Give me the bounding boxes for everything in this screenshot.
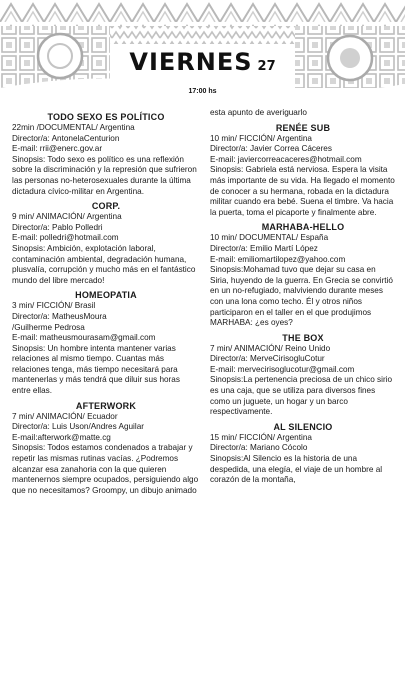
film-email: E-mail: polledri@hotmail.com [12,233,119,243]
film-duration-genre: 10 min/ DOCUMENTAL/ España [210,233,329,243]
film-director: Director/a: MerveCirisogluCotur [210,354,325,364]
film-synopsis: Sinopsis: Gabriela está nerviosa. Espera la visita más importante de su vida. Ha llegado el momento de conocer a su hermana, robada en la dictadura militar cuando era bebé. Suena el timbre. Va hacia la puerta, toma el picaporte y finalmente abre. [210,165,395,217]
film-director: Director/a: Luis Uson/Andres Aguilar [12,422,144,432]
film-email: E-mail: matheusmourasam@gmail.com [12,333,156,343]
film-director: Director/a: Pablo Polledri [12,222,103,232]
film-entry [12,112,200,197]
film-title: THE BOX [282,332,324,343]
film-director-cont: /Guilherme Pedrosa [12,322,85,332]
film-synopsis: Sinopsis: Todo sexo es político es una reflexión sobre la discriminación y la represión que sufrieron las personas no-heterosexuales durante la última dictadura cívico-militar en Argentina. [12,154,197,196]
film-duration-genre: 3 min/ FICCIÓN/ Brasil [12,301,96,311]
film-duration-genre: 10 min/ FICCIÓN/ Argentina [210,133,312,143]
synopsis-continuation: esta apunto de averiguarlo [210,108,307,117]
film-title: HOMEOPATIA [75,290,137,301]
film-duration-genre: 9 min/ ANIMACIÓN/ Argentina [12,212,122,222]
film-director: Director/a: AntonelaCenturion [12,133,120,143]
film-title: RENÉE SUB [275,122,331,133]
film-synopsis: Sinopsis: Todos estamos condenados a trabajar y repetir las mismas rutinas vacías. ¿Podremos alcanzar esa zanahoria con la que quieren mantenernos siempre ocupados, persiguiendo algo que no necesitamos? Groompy, un dibujo animado [12,443,199,495]
film-email: E-mail: mervecirisoglucotur@gmail.com [210,364,355,374]
day-label: VIERNES [129,48,253,76]
film-synopsis: Sinopsis:Mohamad tuvo que dejar su casa en Siria, huyendo de la guerra. En Grecia se convirtió en un no-refugiado, malviviendo durante meses con una lona como techo. Él y otros niños participaron en el taller en el que produjimos MARHABA: ¿es oyes? [210,265,393,328]
film-title: AFTERWORK [75,400,137,411]
film-entry [12,401,200,497]
film-duration-genre: 7 min/ ANIMACIÓN/ Ecuador [12,411,118,421]
film-synopsis: Sinopsis: Un hombre intenta mantener varias relaciones al mismo tiempo. Cuantas más relaciones tenga, más tiempo necesitará para mantenerlas y más tendrá que diluir sus horas entre ellas. [12,343,180,396]
film-email: E-mail: rrii@enerc.gov.ar [12,144,103,154]
film-entry [12,290,200,396]
film-director: Director/a: MatheusMoura [12,311,107,321]
film-entry [210,222,396,328]
film-email: E-mail: emiliomartilopez@yahoo.com [210,254,346,264]
film-director: Director/a: Emilio Martí López [210,243,318,253]
film-director: Director/a: Javier Correa Cáceres [210,144,332,154]
film-director: Director/a: Mariano Cócolo [210,443,308,453]
film-email: E-mail:afterwork@matte.cg [12,432,111,442]
date-number: 27 [257,59,276,74]
film-synopsis: Sinopsis:Al Silencio es la historia de una despedida, una elegía, el viaje de un hombre al corazón de la montaña, [210,454,383,485]
right-column [210,108,396,490]
page-title [0,48,405,76]
film-synopsis: Sinopsis:La pertenencia preciosa de un chico sirio es una caja, que se utiliza para diversos fines como un juguete, un hogar y un barco respectivamente. [210,375,393,417]
film-entry [210,333,396,418]
film-title: TODO SEXO ES POLÍTICO [47,112,165,122]
film-duration-genre: 22min /DOCUMENTAL/ Argentina [12,123,135,132]
film-entry [210,422,396,486]
film-title: MARHABA-HELLO [261,222,345,233]
film-title: CORP. [91,201,121,212]
film-entry [12,201,200,286]
film-duration-genre: 7 min/ ANIMACIÓN/ Reino Unido [210,343,331,353]
film-duration-genre: 15 min/ FICCIÓN/ Argentina [210,432,312,442]
left-column [12,108,200,500]
screening-time: 17:00 hs [188,88,217,95]
film-entry [210,123,396,219]
film-title: AL SILENCIO [273,421,333,432]
film-email: E-mail: javiercorreacaceres@hotmail.com [210,154,362,164]
film-synopsis: Sinopsis: Ambición, explotación laboral, contaminación ambiental, degradación humana, plusvalía, corrupción y mucho más en el fantástico mundo del libre mercado! [12,243,196,285]
